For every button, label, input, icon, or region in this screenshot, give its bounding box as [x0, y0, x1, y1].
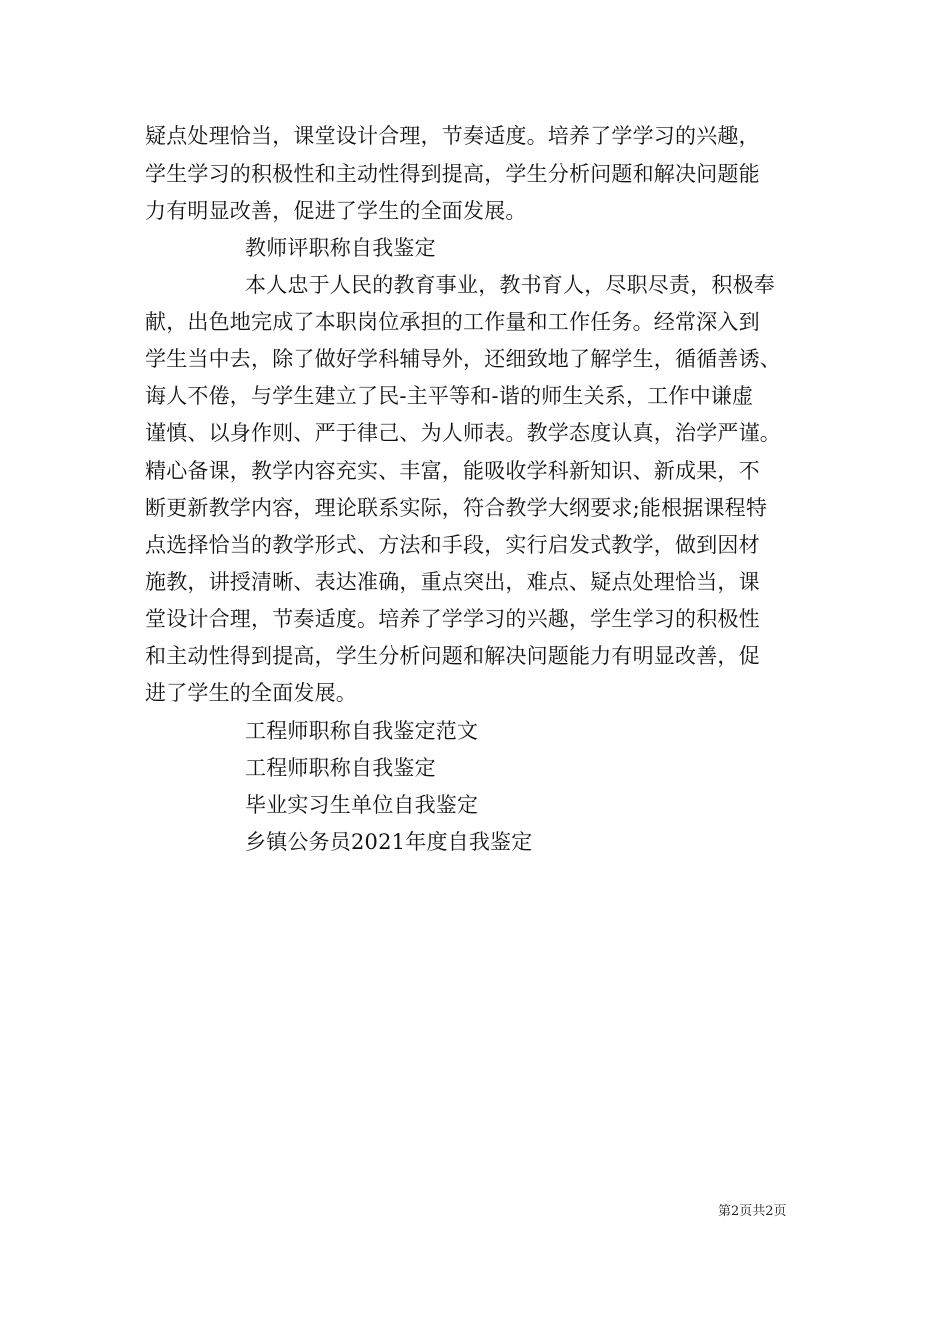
- text-line: 谨慎、以身作则、严于律己、为人师表。教学态度认真，治学严谨。: [145, 421, 781, 445]
- page-number: 第2页共2页: [718, 1204, 787, 1219]
- related-link-2[interactable]: 工程师职称自我鉴定: [245, 756, 436, 780]
- text-line: 堂设计合理，节奏适度。培养了学学习的兴趣，学生学习的积极性: [145, 607, 760, 631]
- text-line: 力有明显改善，促进了学生的全面发展。: [145, 199, 527, 223]
- text-line: 疑点处理恰当，课堂设计合理，节奏适度。培养了学学习的兴趣，: [145, 124, 760, 148]
- text-line: 断更新教学内容，理论联系实际，符合教学大纲要求;能根据课程特: [145, 496, 768, 520]
- text-line: 点选择恰当的教学形式、方法和手段，实行启发式教学，做到因材: [145, 533, 760, 557]
- section-title: 教师评职称自我鉴定: [245, 236, 436, 260]
- text-line: 和主动性得到提高，学生分析问题和解决问题能力有明显改善，促: [145, 644, 760, 668]
- related-link-4[interactable]: 乡镇公务员2021年度自我鉴定: [245, 830, 533, 854]
- text-line: 学生学习的积极性和主动性得到提高，学生分析问题和解决问题能: [145, 162, 760, 186]
- text-line: 进了学生的全面发展。: [145, 681, 357, 705]
- text-line: 精心备课，教学内容充实、丰富，能吸收学科新知识、新成果，不: [145, 459, 760, 483]
- related-link-3[interactable]: 毕业实习生单位自我鉴定: [245, 793, 479, 817]
- text-line: 本人忠于人民的教育事业，教书育人，尽职尽责，积极奉: [245, 273, 775, 297]
- text-line: 诲人不倦，与学生建立了民-主平等和-谐的师生关系，工作中谦虚: [145, 384, 754, 408]
- text-line: 学生当中去，除了做好学科辅导外，还细致地了解学生，循循善诱、: [145, 347, 781, 371]
- text-line: 献，出色地完成了本职岗位承担的工作量和工作任务。经常深入到: [145, 310, 760, 334]
- related-link-1[interactable]: 工程师职称自我鉴定范文: [245, 719, 479, 743]
- text-line: 施教，讲授清晰、表达准确，重点突出，难点、疑点处理恰当，课: [145, 570, 760, 594]
